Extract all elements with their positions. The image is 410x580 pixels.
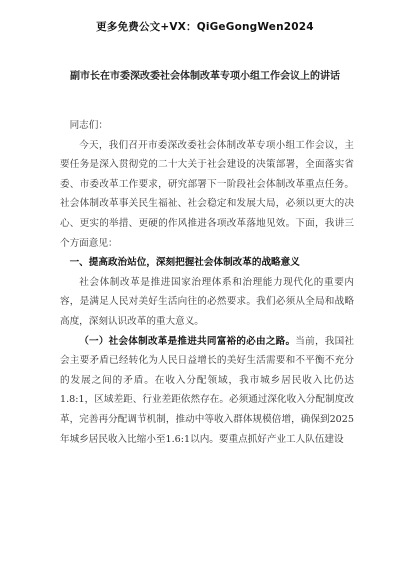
section-paragraph: 社会体制改革是推进国家治理体系和治理能力现代化的重要内容，是满足人民对美好生活向往的必然要求。我们必须从全局和战略高度，深刻认识改革的重大意义。 [60, 276, 354, 327]
document-title: 副市长在市委深改委社会体制改革专项小组工作会议上的讲话 [70, 71, 340, 82]
greeting: 同志们： [69, 120, 108, 131]
document-body [60, 116, 354, 449]
promo-banner: 更多免费公文+VX：QiGeGongWen2024 [96, 21, 314, 33]
subsection-paragraph [60, 332, 354, 450]
intro-paragraph: 今天，我们召开市委深改委社会体制改革专项小组工作会议，主要任务是深入贯彻党的二十大关于社会建设的决策部署，全面落实省委、市委改革工作要求，研究部署下一阶段社会体制改革重点任务。社会体制改革事关民生福祉、社会稳定和发展大局，必须以更大的决心、更实的举措、更硬的作风推进各项改革落地见效。下面，我讲三个方面意见： [60, 139, 354, 249]
section-heading: 一、提高政治站位，深刻把握社会体制改革的战略意义 [69, 257, 300, 269]
subsection-text: 当前，我国社会主要矛盾已经转化为人民日益增长的美好生活需要和不平衡不充分的发展之间的矛盾。在收入分配领域，我市城乡居民收入比仍达1.8:1，区域差距、行业差距依然存在。必须通过深化收入分配制度改革，完善再分配调节机制，推动中等收入群体规模倍增，确保到2025年城乡居民收入比缩小至1.6:1以内。要重点抓好产业工人队伍建设 [60, 335, 355, 445]
subsection-heading: （一）社会体制改革是推进共同富裕的必由之路。 [79, 335, 296, 347]
